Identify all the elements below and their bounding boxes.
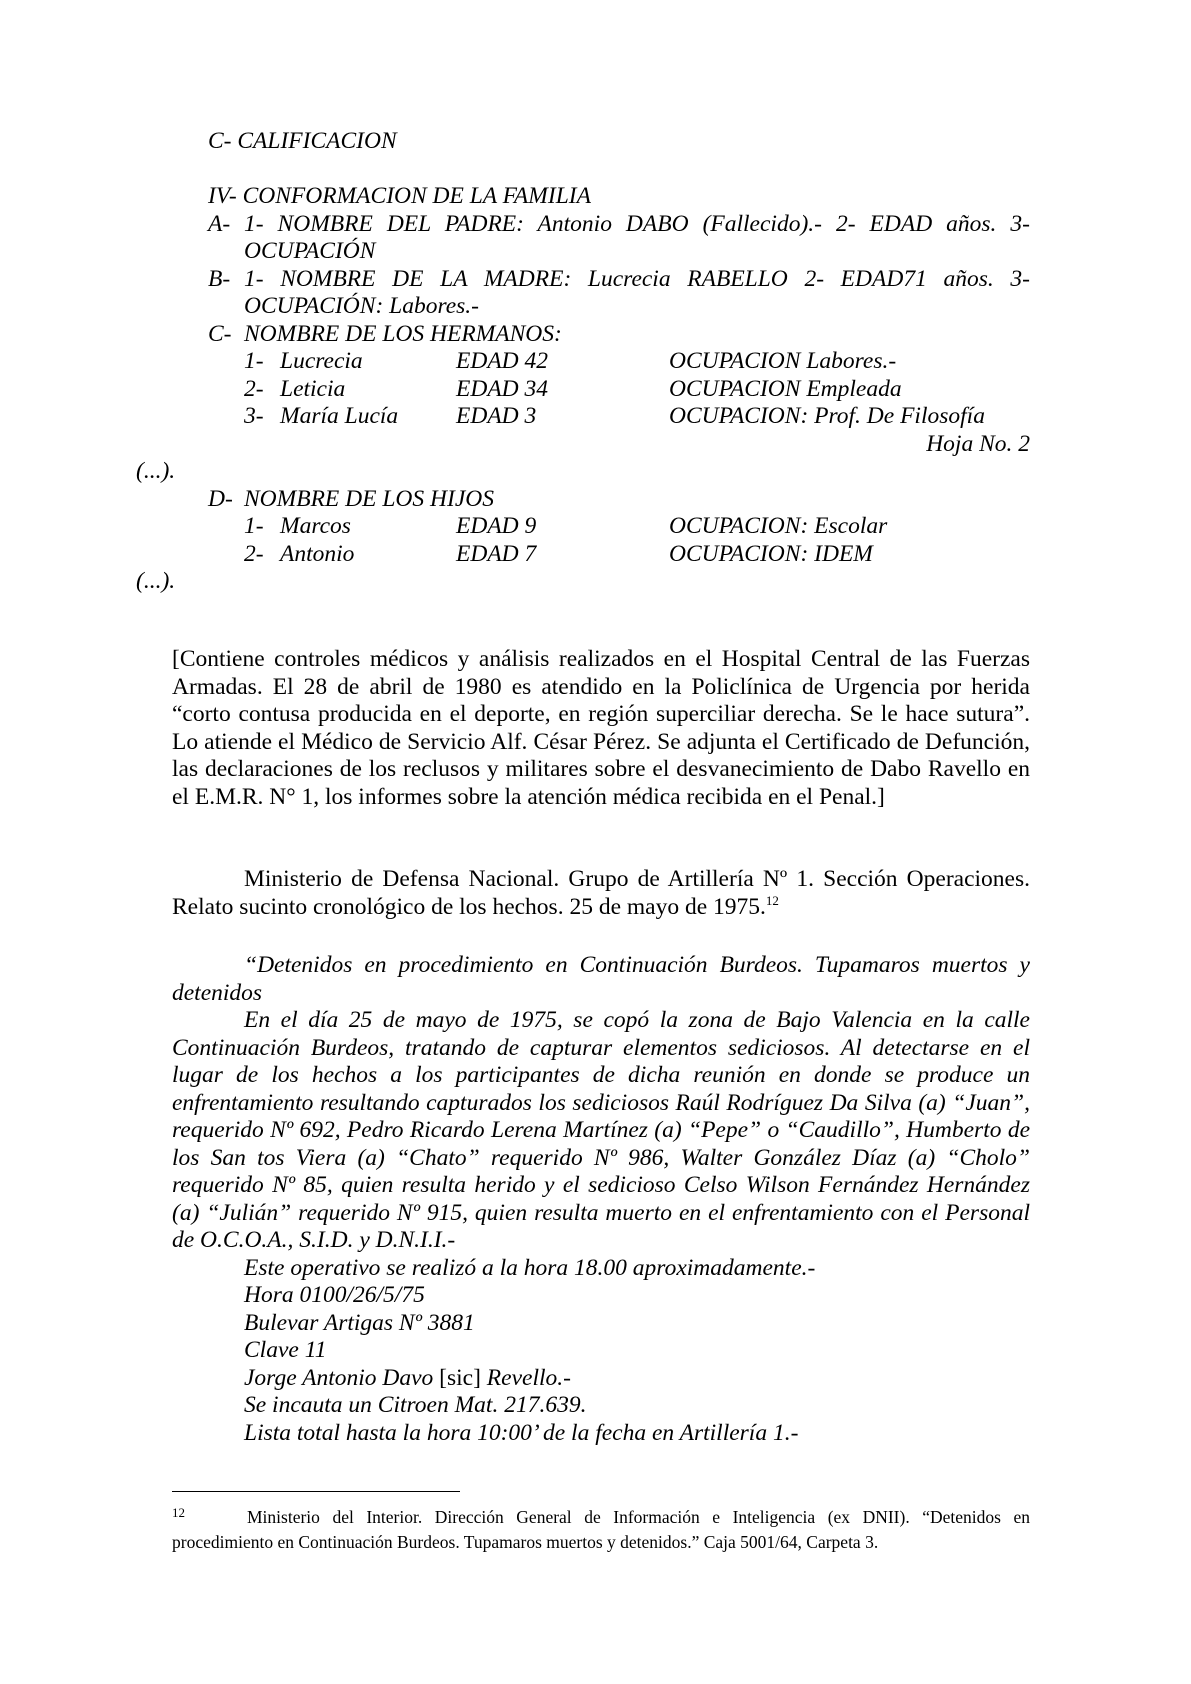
siblings-title: NOMBRE DE LOS HERMANOS:: [244, 320, 562, 347]
mother-label: B-: [208, 265, 231, 292]
sibling-name: Leticia: [280, 375, 346, 402]
sibling-occupation: OCUPACION Empleada: [669, 375, 902, 402]
mother-line-2: OCUPACIÓN: Labores.-: [244, 293, 480, 319]
source-reference-text: Ministerio de Defensa Nacional. Grupo de Artillería Nº 1. Sección Operaciones. Relato sucinto cronológico de los hechos. 25 de mayo de 1975.: [172, 866, 1030, 920]
father-line-2: OCUPACIÓN: [244, 238, 376, 264]
sibling-number: 1-: [244, 348, 264, 374]
sibling-age: EDAD 34: [456, 375, 549, 402]
list-item: [172, 348, 1030, 376]
family-section: [136, 128, 1030, 596]
calificacion-heading: C- CALIFICACION: [208, 128, 397, 154]
family-section-title: IV- CONFORMACION DE LA FAMILIA: [208, 183, 591, 209]
quote-line: Bulevar Artigas Nº 3881: [244, 1309, 475, 1336]
sibling-number: 2-: [244, 375, 264, 402]
sic-mark: [sic]: [439, 1364, 481, 1391]
source-reference: [172, 866, 1030, 921]
quote-line: Este operativo se realizó a la hora 18.00 aproximadamente.-: [244, 1254, 816, 1281]
sibling-occupation: OCUPACION: Prof. De Filosofía: [669, 403, 985, 429]
sibling-number: 3-: [244, 403, 264, 429]
quote-line: Lista total hasta la hora 10:00’ de la fecha en Artillería 1.-: [244, 1419, 799, 1446]
children-label: D-: [208, 485, 233, 512]
quote-line: Se incauta un Citroen Mat. 217.639.: [244, 1392, 587, 1418]
quote-lines: [172, 1255, 1030, 1448]
sibling-occupation: OCUPACION Labores.-: [669, 348, 897, 374]
sibling-age: EDAD 3: [456, 403, 537, 429]
mother-line-1: 1- NOMBRE DE LA MADRE: Lucrecia RABELLO 2- EDAD71 años. 3-: [244, 265, 1030, 292]
list-item: [172, 376, 1030, 404]
ellipsis: (...).: [136, 458, 176, 484]
ellipsis: (...).: [136, 568, 176, 594]
father-label: A-: [208, 210, 231, 237]
sheet-number: Hoja No. 2: [926, 430, 1030, 457]
quote-line-name: Jorge Antonio Davo: [244, 1364, 440, 1391]
child-age: EDAD 9: [456, 513, 537, 539]
child-occupation: OCUPACION: IDEM: [669, 540, 873, 567]
footnote: [172, 1500, 1030, 1555]
footnote-number: 12: [172, 1505, 185, 1520]
list-item: [172, 541, 1030, 569]
sibling-name: María Lucía: [280, 403, 399, 429]
quote-paragraph: En el día 25 de mayo de 1975, se copó la zona de Bajo Valencia en la calle Continuación Burdeos, tratando de capturar elementos sediciosos. Al detectarse en el lugar de los hechos a los participantes de dicha reunión en donde se produce un enfrentamiento resultando capturados los sediciosos Raúl Rodríguez Da Silva (a) “Juan”, requerido Nº 692, Pedro Ricardo Lerena Martínez (a) “Pepe” o “Caudillo”, Humberto de los San tos Viera (a) “Chato” requerido Nº 986, Walter González Díaz (a) “Cholo” requerido Nº 85, quien resulta herido y el sedicioso Celso Wilson Fernández Hernández (a) “Julián” requerido Nº 915, quien resulta muerto en el enfrentamiento con el Personal de O.C.O.A., S.I.D. y D.N.I.I.-: [172, 1007, 1030, 1253]
child-number: 1-: [244, 513, 264, 539]
quote-line-surname: Revello.-: [480, 1364, 571, 1391]
child-occupation: OCUPACION: Escolar: [669, 513, 888, 539]
quote-heading: “Detenidos en procedimiento en Continuación Burdeos. Tupamaros muertos y detenidos: [172, 952, 1030, 1006]
quoted-report: [172, 952, 1030, 1447]
footnote-divider: [172, 1491, 460, 1492]
sibling-age: EDAD 42: [456, 348, 549, 374]
child-number: 2-: [244, 540, 264, 567]
medical-note: [Contiene controles médicos y análisis realizados en el Hospital Central de las Fuerzas Armadas. El 28 de abril de 1980 es atendido en la Policlínica de Urgencia por herida “corto contusa producida en el deporte, en región superciliar derecha. Se le hace sutura”. Lo atiende el Médico de Servicio Alf. César Pérez. Se adjunta el Certificado de Defunción, las declaraciones de los reclusos y militares sobre el desvanecimiento de Dabo Ravello en el E.M.R. N° 1, los informes sobre la atención médica recibida en el Penal.]: [172, 646, 1030, 810]
quote-line: Hora 0100/26/5/75: [244, 1282, 425, 1308]
quote-line: [244, 1365, 1030, 1393]
sibling-name: Lucrecia: [280, 348, 363, 374]
list-item: [172, 403, 1030, 431]
footnote-mark: 12: [765, 892, 779, 908]
father-line-1: 1- NOMBRE DEL PADRE: Antonio DABO (Fallecido).- 2- EDAD años. 3-: [244, 210, 1030, 237]
list-item: [172, 513, 1030, 541]
child-name: Antonio: [280, 540, 355, 567]
footnote-text: Ministerio del Interior. Dirección General de Información e Inteligencia (ex DNII). “Detenidos en procedimiento en Continuación Burdeos. Tupamaros muertos y detenidos.” Caja 5001/64, Carpeta 3.: [172, 1507, 1030, 1552]
child-age: EDAD 7: [456, 540, 537, 567]
quote-line: Clave 11: [244, 1337, 327, 1363]
siblings-label: C-: [208, 320, 232, 347]
children-title: NOMBRE DE LOS HIJOS: [244, 485, 494, 512]
child-name: Marcos: [280, 513, 351, 539]
